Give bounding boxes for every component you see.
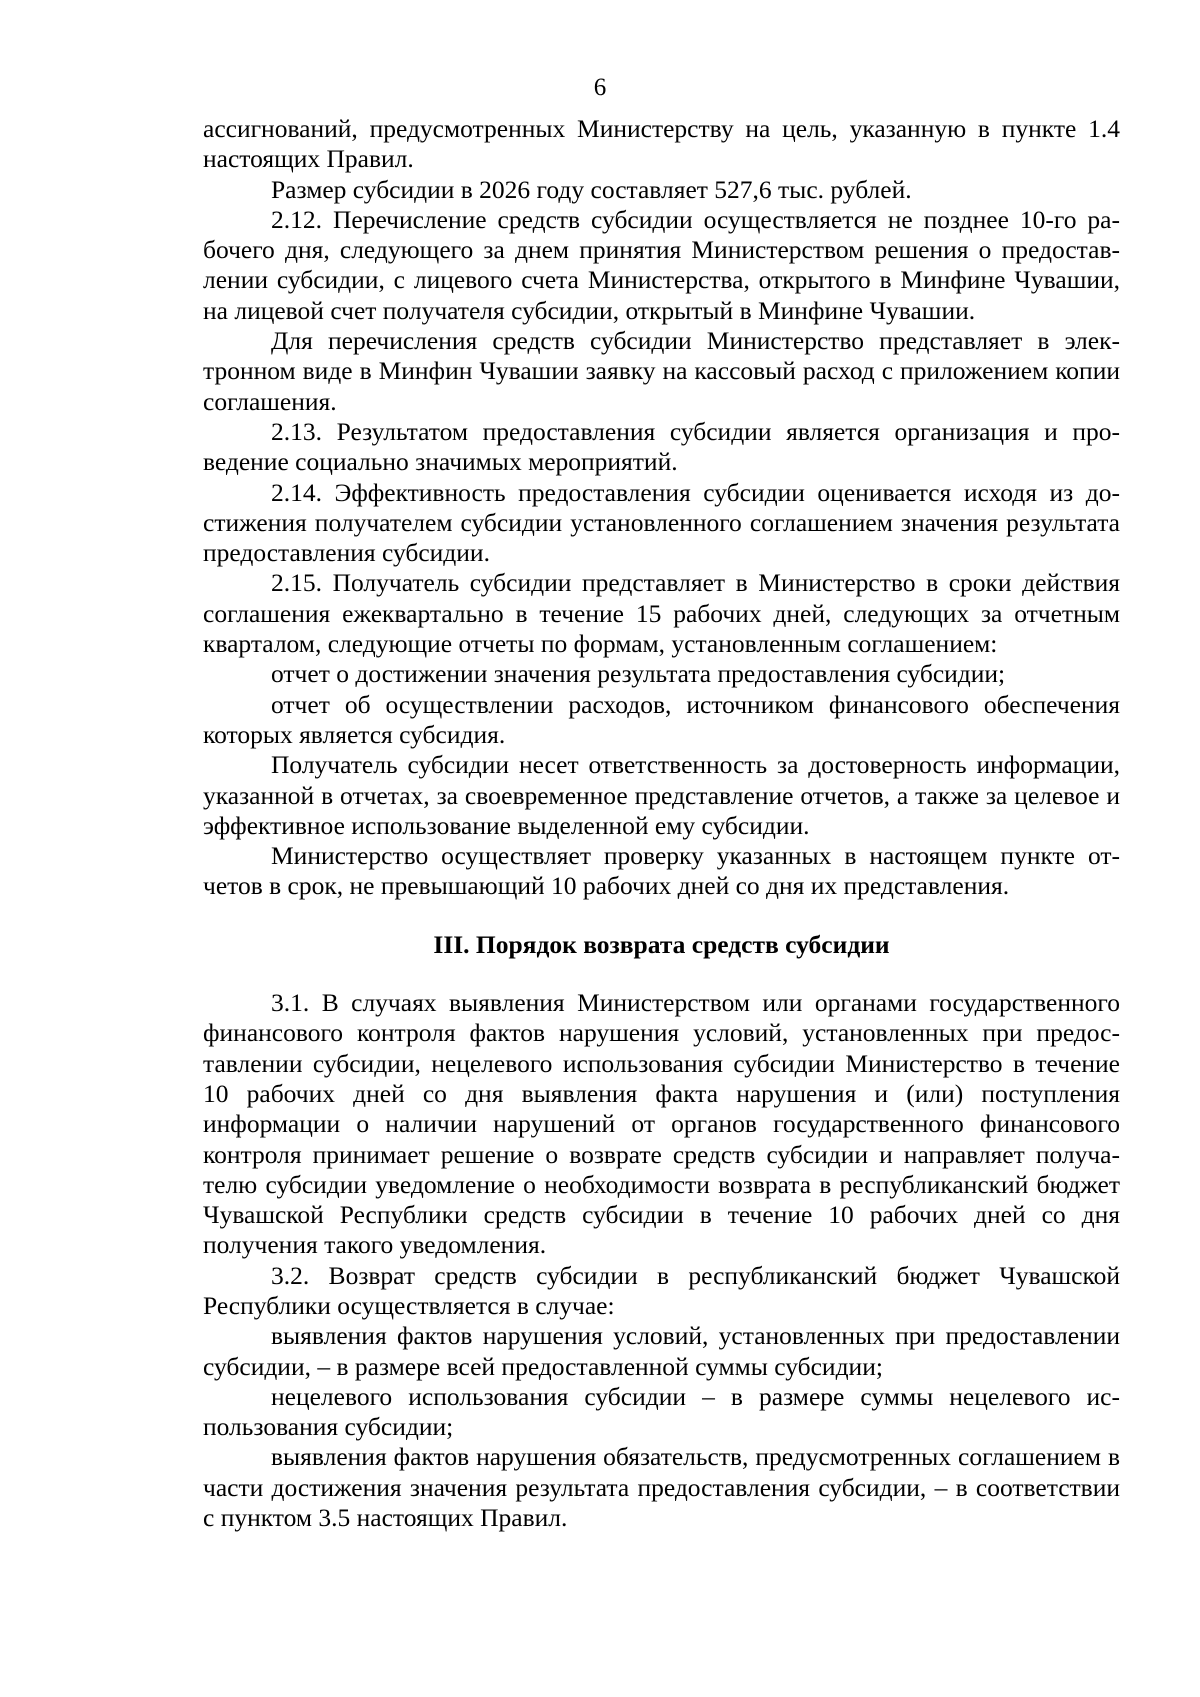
section-heading: III. Порядок возврата средств субсидии: [433, 929, 890, 959]
paragraph: Для перечисления средств субсидии Министерство представляет в электронном виде в Минфин Чувашии заявку на кассовый расход с приложением копии соглашения.: [203, 326, 1120, 416]
paragraph: отчет об осуществлении расходов, источником финансового обеспечения которых является субсидия.: [203, 689, 1120, 749]
paragraph: 3.1. В случаях выявления Министерством или органами государственного финансового контроля фактов нарушения условий, установленных при предоставлении субсидии, нецелевого использования субсидии Министерство в течение 10 рабочих дней со дня выявления факта нарушения и (или) поступления информации о наличии нарушений от органов государственного финансового контроля принимает решение о возврате средств субсидии и направляет получателю субсидии уведомление о необходимости возврата в республиканский бюджет Чувашской Республики средств субсидии в течение 10 рабочих дней со дня получения такого уведомления.: [203, 988, 1120, 1260]
paragraph: ассигнований, предусмотренных Министерству на цель, указанную в пункте 1.4 настоящих Правил.: [203, 114, 1120, 174]
paragraph: 2.12. Перечисление средств субсидии осуществляется не позднее 10-го рабочего дня, следующего за днем принятия Министерством решения о предоставлении субсидии, с лицевого счета Министерства, открытого в Минфине Чувашии, на лицевой счет получателя субсидии, открытый в Минфине Чувашии.: [203, 204, 1120, 325]
paragraph: 2.14. Эффективность предоставления субсидии оценивается исходя из достижения получателем субсидии установленного соглашением значения результата предоставления субсидии.: [203, 477, 1120, 568]
paragraph: Получатель субсидии несет ответственность за достоверность информации, указанной в отчетах, за своевременное представление отчетов, а также за целевое и эффективное использование выделенной ему субсидии.: [203, 750, 1120, 840]
paragraph: 2.13. Результатом предоставления субсидии является организация и проведение социально значимых мероприятий.: [203, 416, 1120, 477]
paragraph: отчет о достижении значения результата предоставления субсидии;: [271, 659, 1006, 689]
page-number: 6: [593, 74, 607, 101]
paragraph: Министерство осуществляет проверку указанных в настоящем пункте отчетов в срок, не превышающий 10 рабочих дней со дня их представления.: [203, 841, 1120, 901]
paragraph: Размер субсидии в 2026 году составляет 527,6 тыс. рублей.: [271, 174, 912, 204]
paragraph: выявления фактов нарушения обязательств, предусмотренных соглашением в части достижения значения результата предоставления субсидии, – в соответствии с пунктом 3.5 настоящих Правил.: [203, 1442, 1120, 1533]
paragraph: выявления фактов нарушения условий, установленных при предоставлении субсидии, – в размере всей предоставленной суммы субсидии;: [203, 1321, 1120, 1381]
paragraph: 2.15. Получатель субсидии представляет в Министерство в сроки действия соглашения ежеквартально в течение 15 рабочих дней, следующих за отчетным кварталом, следующие отчеты по формам, установленным соглашением:: [203, 568, 1120, 659]
document-body: [203, 114, 1120, 1533]
paragraph: нецелевого использования субсидии – в размере суммы нецелевого использования субсидии;: [203, 1381, 1120, 1442]
paragraph: 3.2. Возврат средств субсидии в республиканский бюджет Чувашской Республики осуществляется в случае:: [203, 1260, 1120, 1320]
